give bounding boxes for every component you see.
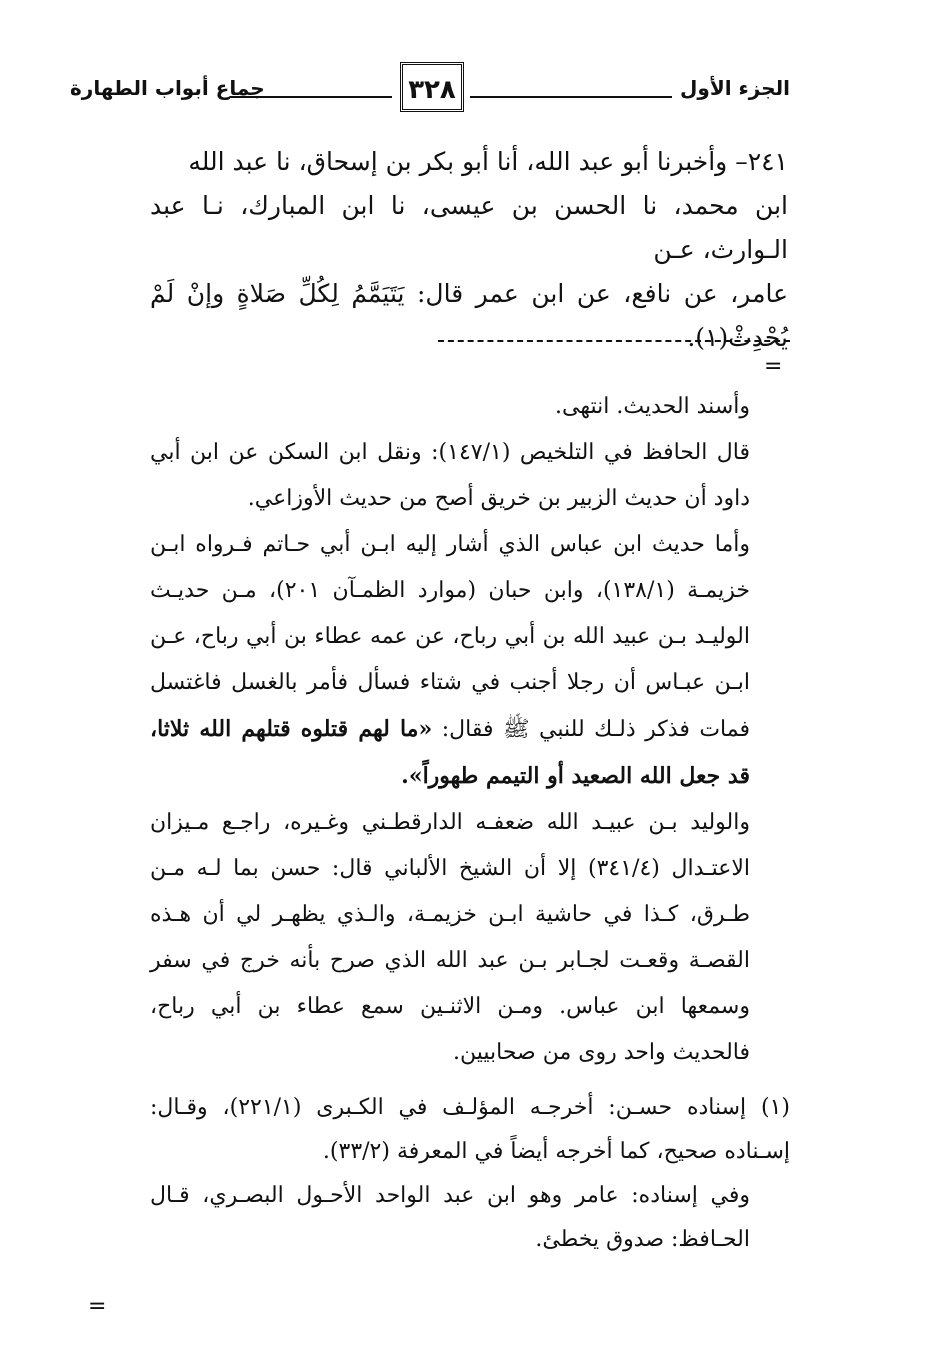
hadith-text xyxy=(150,140,788,360)
note-paragraph xyxy=(150,522,750,800)
hadith-quote: «ما لهم قتلوه قتلهم الله ثلاثا، قد جعل الله الصعيد أو التيمم طهوراً». xyxy=(150,716,750,789)
footnote-divider xyxy=(438,340,790,342)
note-paragraph: وأسند الحديث. انتهى. xyxy=(555,394,750,419)
hadith-line: ابن محمد، نا الحسن بن عيسى، نا ابن المبارك، نـا عبد الـوارث، عـن xyxy=(150,191,788,264)
running-header xyxy=(70,62,790,122)
note-paragraph: والوليد بـن عبيـد الله ضعفـه الدارقطـني وغـيره، راجـع مـيزان الاعتـدال (٣٤١/٤) إلا أن الشيخ الألباني قال: حسن بما لـه مـن طـرق، كـذا في حاشية ابـن خزيمـة، والـذي يظهـر لي أن هـذه القصـة وقعـت لجـابر بـن عبد الله الذي صرح بأنه خرج في سفر وسمعها ابن عباس. ومـن الاثنـين سمع عطاء بن أبي رباح، فالحديث واحد روى من صحابيين. xyxy=(150,810,750,1065)
hadith-line: ٢٤١– وأخبرنا أبو عبد الله، أنا أبو بكر بن إسحاق، نا عبد الله xyxy=(188,147,788,176)
header-rule-right xyxy=(470,96,672,98)
footnote-1-continued: وفي إسناده: عامر وهو ابن عبد الواحد الأحـول البصـري، قـال الحـافظ: صدوق يخطئ. xyxy=(150,1183,750,1252)
continuation-mark-bottom: = xyxy=(88,1294,107,1319)
hadith-line: عامر، عن نافع، عن ابن عمر قال: يَتَيَمَّمُ لِكُلِّ صَلاةٍ وإنْ لَمْ يُحْدِثْ(١). xyxy=(150,279,788,352)
note-paragraph: قال الحافظ في التلخيص (١٤٧/١): ونقل ابن السكن عن ابن أبي داود أن حديث الزبير بن خريق أصح من حديث الأوزاعي. xyxy=(150,440,750,511)
volume-label: الجزء الأول xyxy=(680,76,790,100)
continuation-mark-top: = xyxy=(764,354,783,379)
page-number: ٣٢٨ xyxy=(400,62,464,112)
footnotes xyxy=(150,1086,790,1262)
chapter-title: جماع أبواب الطهارة xyxy=(70,76,265,100)
footnote-1: (١) إسناده حسـن: أخرجـه المؤلـف في الكـبرى (٢٢١/١)، وقـال: إسـناده صحيح، كما أخرجه أيضاً في المعرفة (٣٣/٢). xyxy=(150,1095,790,1164)
continued-notes xyxy=(150,384,750,1076)
note-text: وأما حديث ابن عباس الذي أشار إليه ابـن أبي حـاتم فـرواه ابـن خزيمـة (١٣٨/١)، وابن حبان (موارد الظمـآن ٢٠١)، مـن حديـث الوليـد بـن عبيد الله بن أبي رباح، عن عمه عطاء بن أبي رباح، عـن ابـن عبـاس أن رجلا أجنب في شتاء فسأل فأمر بالغسل فاغتسل فمات فذكر ذلـك للنبي ﷺ فقال: xyxy=(150,532,751,742)
